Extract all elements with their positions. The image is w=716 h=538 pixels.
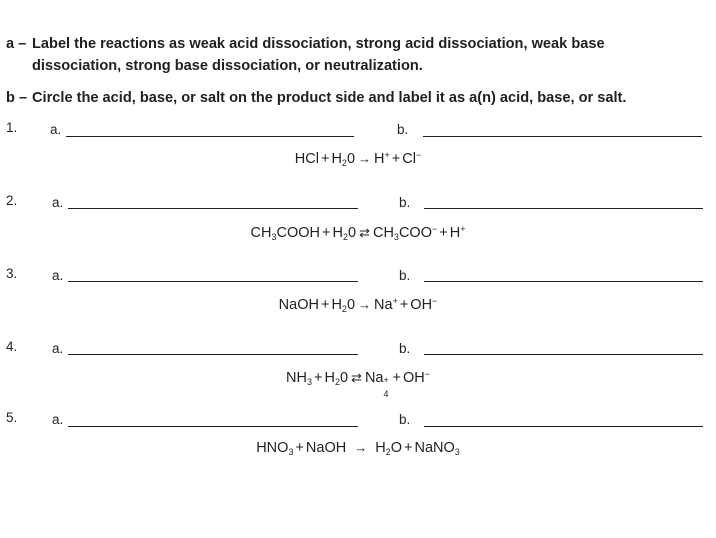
answer-a-label: a. <box>52 195 64 210</box>
answer-b-label: b. <box>399 195 411 210</box>
item-number: 3. <box>6 266 18 281</box>
equation-2: $CH_3COOH + H_20$ ⇄ $CH_3COO^- + H^+$ <box>250 224 466 242</box>
answer-a-line[interactable] <box>68 208 358 209</box>
item-number: 2. <box>6 193 18 208</box>
answer-b-label: b. <box>397 122 409 137</box>
instruction-a-tag: a – <box>6 36 27 52</box>
answer-b-line[interactable] <box>424 354 703 355</box>
answer-a-line[interactable] <box>66 136 354 137</box>
item-number: 4. <box>6 339 18 354</box>
item-number: 5. <box>6 410 18 425</box>
answer-b-line[interactable] <box>423 136 702 137</box>
answer-a-label: a. <box>52 412 64 427</box>
instruction-a-line1: Label the reactions as weak acid dissociation, strong acid dissociation, weak base <box>32 36 605 52</box>
answer-a-label: a. <box>52 341 64 356</box>
instruction-b <box>6 87 627 109</box>
answer-a-label: a. <box>52 268 64 283</box>
answer-b-label: b. <box>399 268 411 283</box>
equation-4: $NH_3 + H_20$ ⇄ Na + 4 + OH− <box>286 369 430 399</box>
answer-b-line[interactable] <box>424 208 703 209</box>
answer-b-line[interactable] <box>424 281 703 282</box>
instruction-b-line1: Circle the acid, base, or salt on the product side and label it as a(n) acid, base, or salt. <box>32 90 627 106</box>
answer-a-line[interactable] <box>68 426 358 427</box>
answer-b-line[interactable] <box>424 426 703 427</box>
answer-b-label: b. <box>399 341 411 356</box>
equation-5: $HNO_3$ + NaOH → $H_2O$ + NaNO$_3$ <box>256 440 460 457</box>
instruction-a-line2: dissociation, strong base dissociation, or neutralization. <box>32 58 423 74</box>
answer-a-label: a. <box>50 122 62 137</box>
instruction-a <box>6 33 605 74</box>
answer-a-line[interactable] <box>68 354 358 355</box>
equation-3: NaOH + $H_20 \to Na^+ + OH^-$ <box>278 296 438 314</box>
instruction-b-tag: b – <box>6 90 28 106</box>
equation-1: HCl + $H_20 \to H^+ + Cl^-$ <box>294 150 422 168</box>
item-number: 1. <box>6 120 18 135</box>
answer-a-line[interactable] <box>68 281 358 282</box>
answer-b-label: b. <box>399 412 411 427</box>
